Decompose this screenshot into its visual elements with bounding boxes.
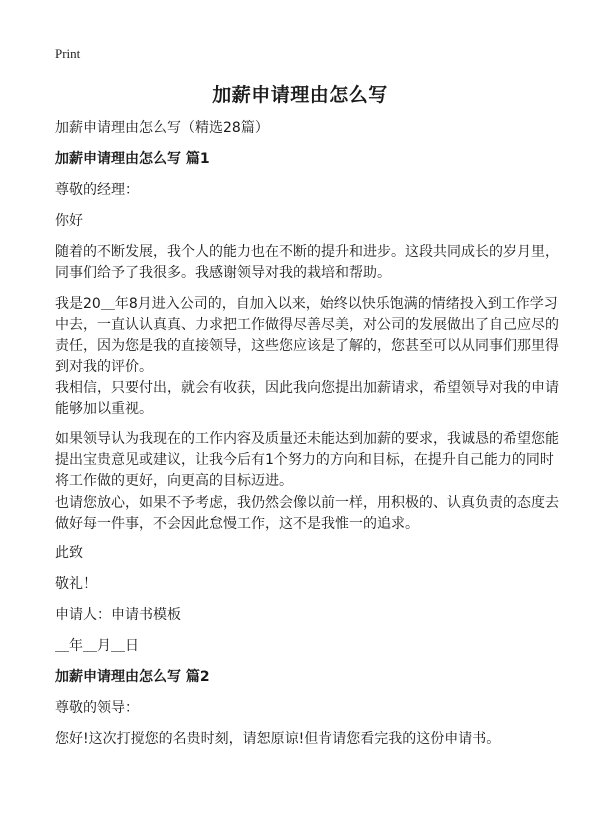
paragraph-line: 做好每一件事，不会因此怠慢工作，这不是我惟一的追求。 bbox=[55, 516, 419, 532]
paragraph-line: 将工作做的更好，向更高的目标迈进。 bbox=[55, 473, 293, 489]
opening-line-2: 您好!这次打搅您的名贵时刻，请恕原谅!但肯请您看完我的这份申请书。 bbox=[55, 731, 501, 747]
closing-line-2: 敬礼！ bbox=[55, 576, 97, 592]
paragraph-line: 责任，因为您是我的直接领导，这些您应该是了解的，您甚至可以从同事们那里得 bbox=[55, 338, 559, 354]
page-title: 加薪申请理由怎么写 bbox=[212, 84, 388, 106]
paragraph-line: 同事们给予了我很多。我感谢领导对我的栽培和帮助。 bbox=[55, 265, 391, 281]
paragraph-1 bbox=[55, 242, 559, 284]
paragraph-line: 我是20＿年8月进入公司的，自加入以来，始终以快乐饱满的情绪投入到工作学习 bbox=[55, 296, 558, 312]
section-heading-2: 加薪申请理由怎么写 篇2 bbox=[55, 669, 210, 685]
paragraph-line: 能够加以重视。 bbox=[55, 401, 153, 417]
section-heading-1: 加薪申请理由怎么写 篇1 bbox=[55, 151, 210, 167]
print-label: Print bbox=[55, 46, 81, 61]
paragraph-2 bbox=[55, 294, 559, 378]
paragraph-line: 随着的不断发展，我个人的能力也在不断的提升和进步。这段共同成长的岁月里， bbox=[55, 244, 559, 260]
paragraph-4 bbox=[55, 429, 559, 492]
document-subtitle: 加薪申请理由怎么写（精选28篇） bbox=[55, 120, 269, 136]
paragraph-line: 我相信，只要付出，就会有收获，因此我向您提出加薪请求，希望领导对我的申请 bbox=[55, 380, 559, 396]
paragraph-line: 也请您放心，如果不予考虑，我仍然会像以前一样，用积极的、认真负责的态度去 bbox=[55, 495, 559, 511]
greeting-1: 你好 bbox=[55, 213, 83, 229]
paragraph-line: 提出宝贵意见或建议，让我今后有1个努力的方向和目标，在提升自己能力的同时 bbox=[55, 452, 554, 468]
paragraph-line: 到对我的评价。 bbox=[55, 359, 153, 375]
closing-line-1: 此致 bbox=[55, 545, 83, 561]
salutation-1: 尊敬的经理： bbox=[55, 182, 139, 198]
paragraph-5 bbox=[55, 493, 559, 535]
applicant-line: 申请人：申请书模板 bbox=[55, 607, 181, 623]
salutation-2: 尊敬的领导： bbox=[55, 700, 139, 716]
paragraph-line: 如果领导认为我现在的工作内容及质量还未能达到加薪的要求，我诚恳的希望您能 bbox=[55, 431, 559, 447]
date-line: ＿年＿月＿日 bbox=[55, 638, 139, 654]
paragraph-3 bbox=[55, 378, 559, 420]
paragraph-line: 中去，一直认认真真、力求把工作做得尽善尽美，对公司的发展做出了自己应尽的 bbox=[55, 317, 559, 333]
